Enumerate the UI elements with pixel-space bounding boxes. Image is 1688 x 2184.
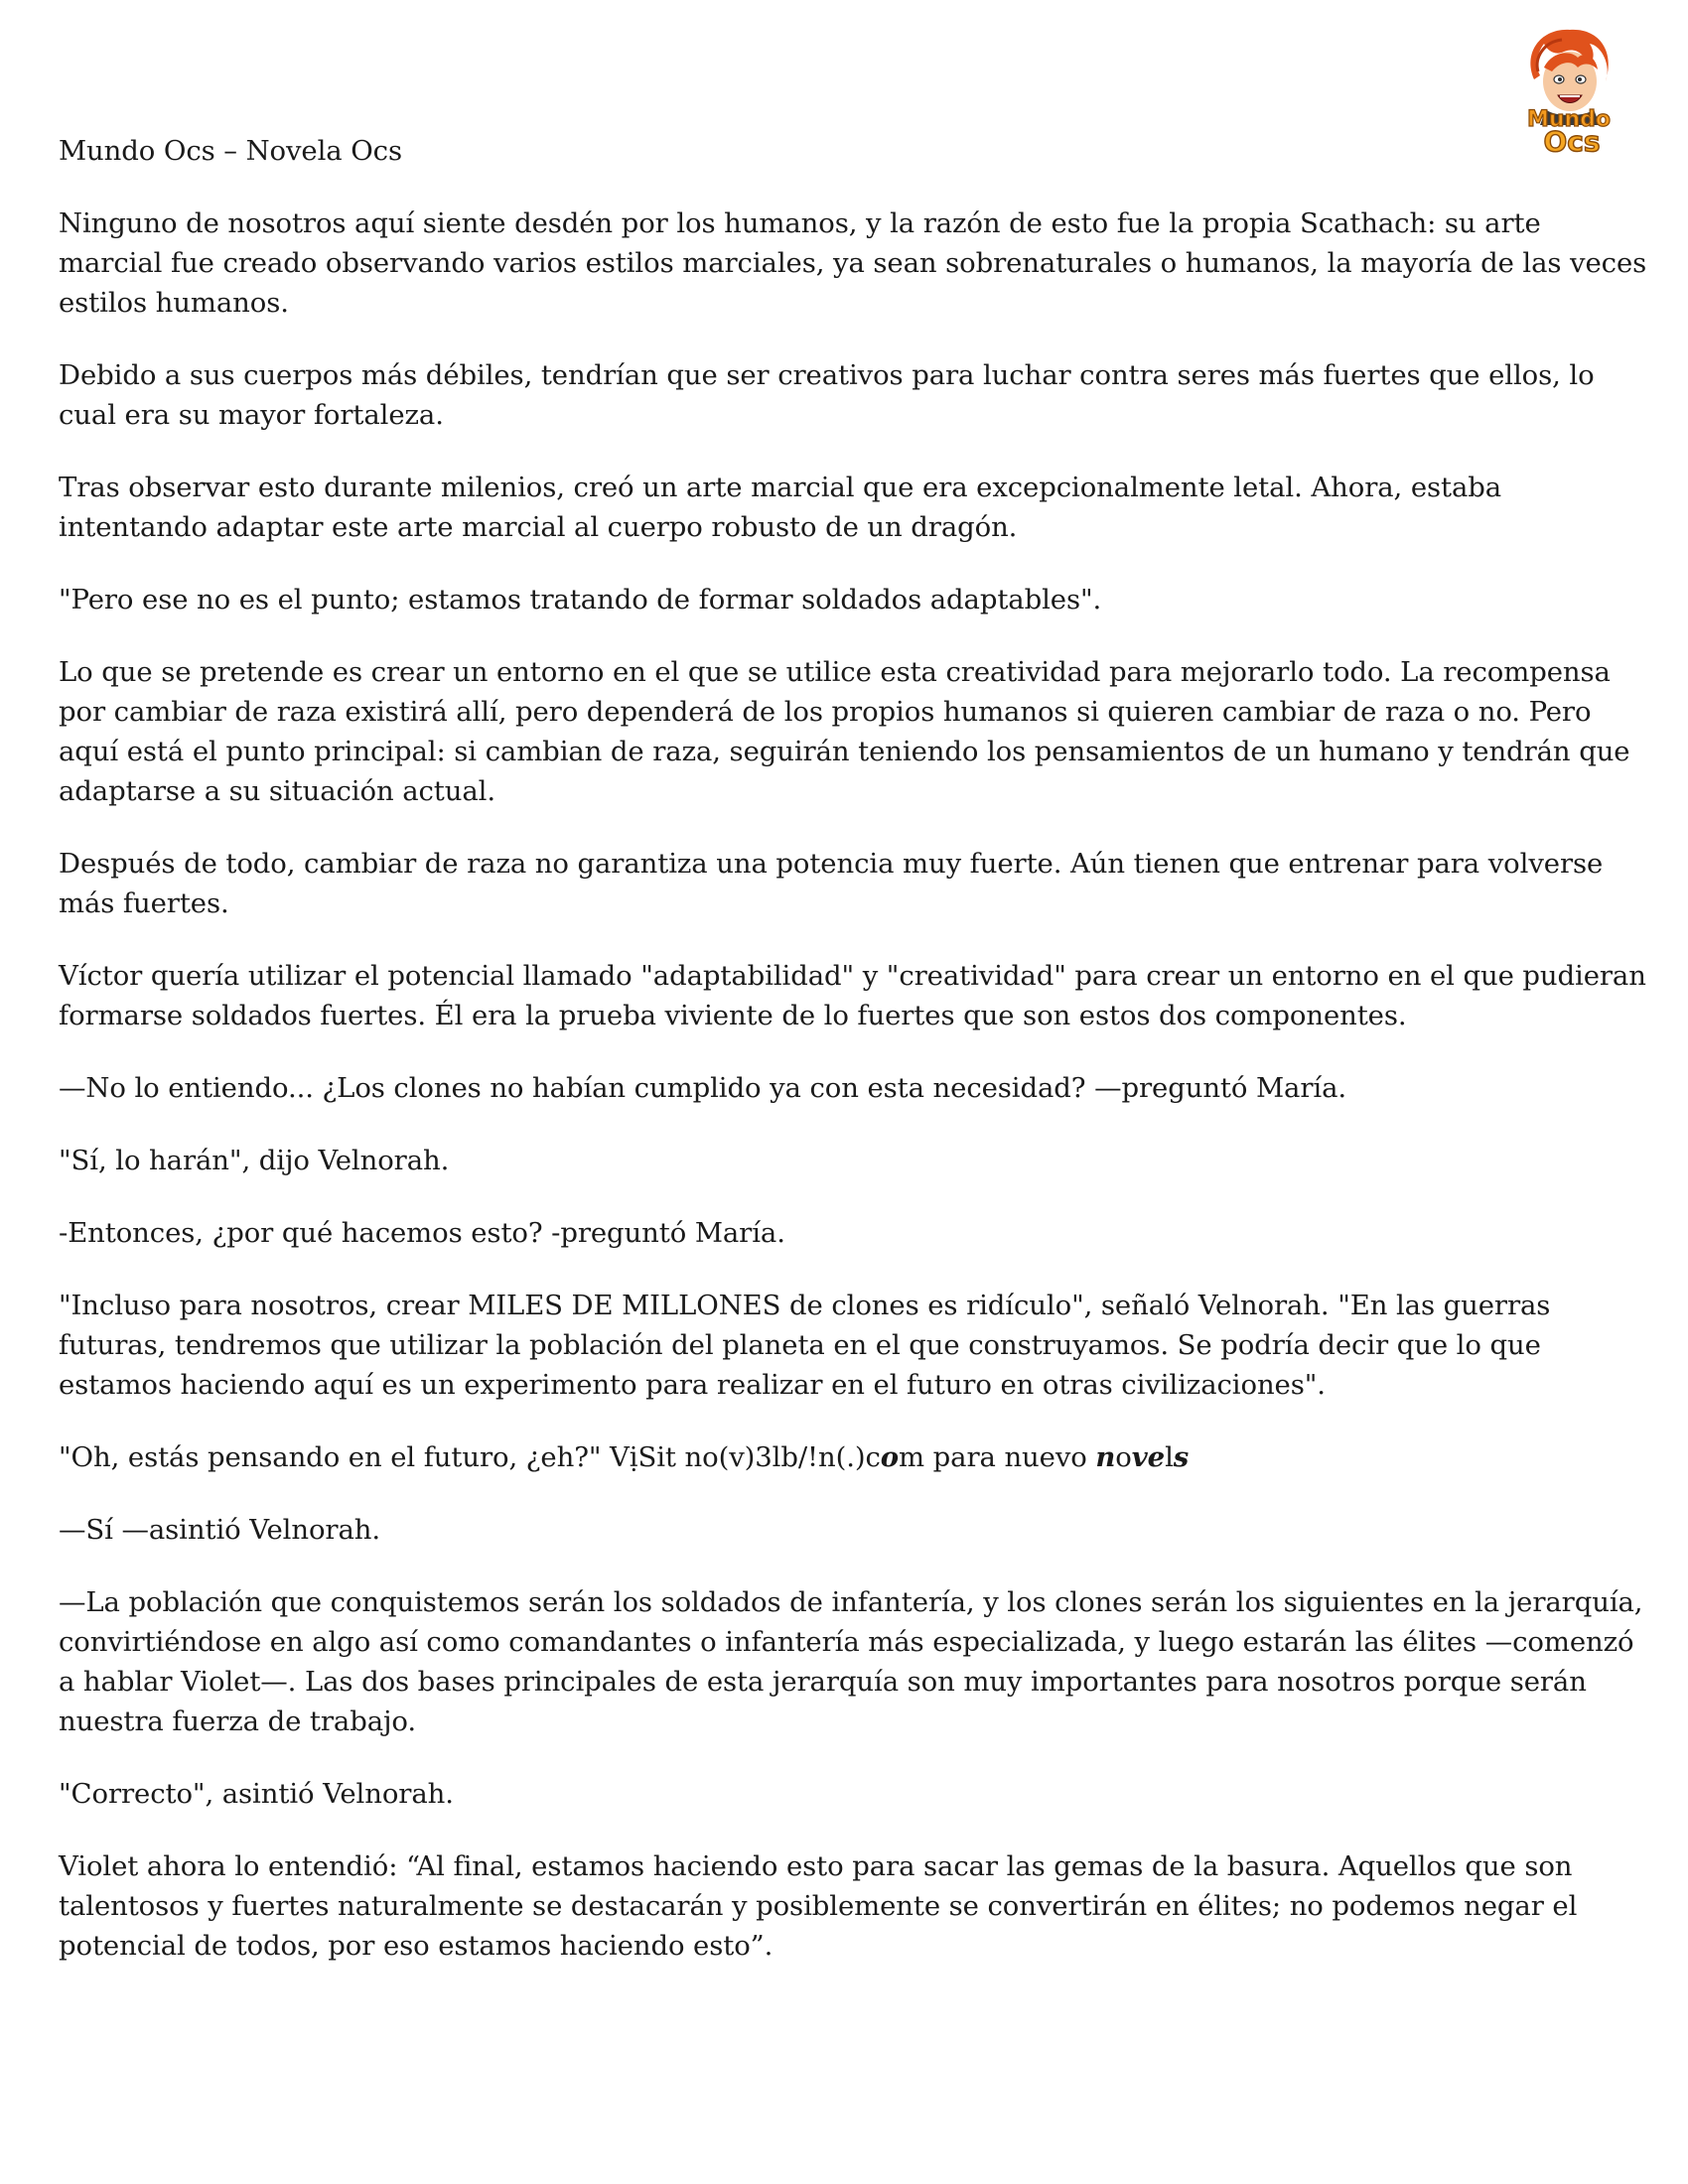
watermark-o2: o	[1115, 1441, 1132, 1473]
watermark-n: n	[1095, 1441, 1116, 1473]
paragraph: Lo que se pretende es crear un entorno en el que se utilice esta creatividad para mejorarlo todo. La recompensa por cambiar de raza existirá allí, pero dependerá de los propios humanos si quieren cambiar de raza o no. Pero aquí está el punto principal: si cambian de raza, seguirán teniendo los pensamientos de un humano y tendrán que adaptarse a su situación actual.	[59, 656, 1630, 807]
paragraph: Ninguno de nosotros aquí siente desdén por los humanos, y la razón de esto fue la propia Scathach: su arte marcial fue creado observando varios estilos marciales, ya sean sobrenaturales o humanos, la mayoría de las veces estilos humanos.	[59, 207, 1647, 319]
logo-text-top: Mundo	[1526, 107, 1612, 132]
watermark-prefix: "Oh, estás pensando en el futuro, ¿eh?" VịSit no(v)3lb/!n(.)c	[59, 1441, 881, 1473]
watermark-o1: o	[880, 1441, 900, 1473]
paragraph: —Sí —asintió Velnorah.	[59, 1514, 381, 1546]
paragraph: -Entonces, ¿por qué hacemos esto? -preguntó María.	[59, 1217, 785, 1249]
watermark-s: s	[1173, 1441, 1190, 1473]
watermark-e: e	[1147, 1441, 1166, 1473]
watermark-m-para: m para nuevo	[899, 1441, 1096, 1473]
paragraph: Víctor quería utilizar el potencial llamado "adaptabilidad" y "creatividad" para crear un entorno en el que pudieran formarse soldados fuertes. Él era la prueba viviente de lo fuertes que son estos dos componentes.	[59, 960, 1646, 1031]
paragraph: —La población que conquistemos serán los soldados de infantería, y los clones serán los siguientes en la jerarquía, convirtiéndose en algo así como comandantes o infantería más especializada, y luego estarán las élites —comenzó a hablar Violet—. Las dos bases principales de esta jerarquía son muy importantes para nosotros porque serán nuestra fuerza de trabajo.	[59, 1586, 1643, 1737]
paragraph: "Incluso para nosotros, crear MILES DE MILLONES de clones es ridículo", señaló Velnorah. "En las guerras futuras, tendremos que utilizar la población del planeta en el que construyamos. Se podría decir que lo que estamos haciendo aquí es un experimento para realizar en el futuro en otras civilizaciones".	[59, 1290, 1551, 1401]
paragraph: "Sí, lo harán", dijo Velnorah.	[59, 1145, 450, 1176]
paragraph: Tras observar esto durante milenios, creó un arte marcial que era excepcionalmente letal. Ahora, estaba intentando adaptar este arte marcial al cuerpo robusto de un dragón.	[59, 472, 1502, 543]
document-header: Mundo Ocs – Novela Ocs	[59, 135, 402, 167]
document-body	[59, 131, 1647, 1998]
paragraph: Debido a sus cuerpos más débiles, tendrían que ser creativos para luchar contra seres más fuertes que ellos, lo cual era su mayor fortaleza.	[59, 359, 1595, 431]
watermark-l: l	[1165, 1441, 1174, 1473]
paragraph: "Correcto", asintió Velnorah.	[59, 1778, 454, 1810]
paragraph: —No lo entiendo... ¿Los clones no habían cumplido ya con esta necesidad? —preguntó María.	[59, 1072, 1347, 1104]
watermark-paragraph	[59, 1437, 1647, 1477]
paragraph: Violet ahora lo entendió: “Al final, estamos haciendo esto para sacar las gemas de la basura. Aquellos que son talentosos y fuertes naturalmente se destacarán y posiblemente se convertirán en élites; no podemos negar el potencial de todos, por eso estamos haciendo esto”.	[59, 1850, 1578, 1962]
paragraph: Después de todo, cambiar de raza no garantiza una potencia muy fuerte. Aún tienen que entrenar para volverse más fuertes.	[59, 848, 1604, 919]
watermark-v: v	[1131, 1441, 1148, 1473]
logo-text-bottom: Ocs	[1543, 125, 1601, 156]
paragraph: "Pero ese no es el punto; estamos tratando de formar soldados adaptables".	[59, 584, 1102, 615]
